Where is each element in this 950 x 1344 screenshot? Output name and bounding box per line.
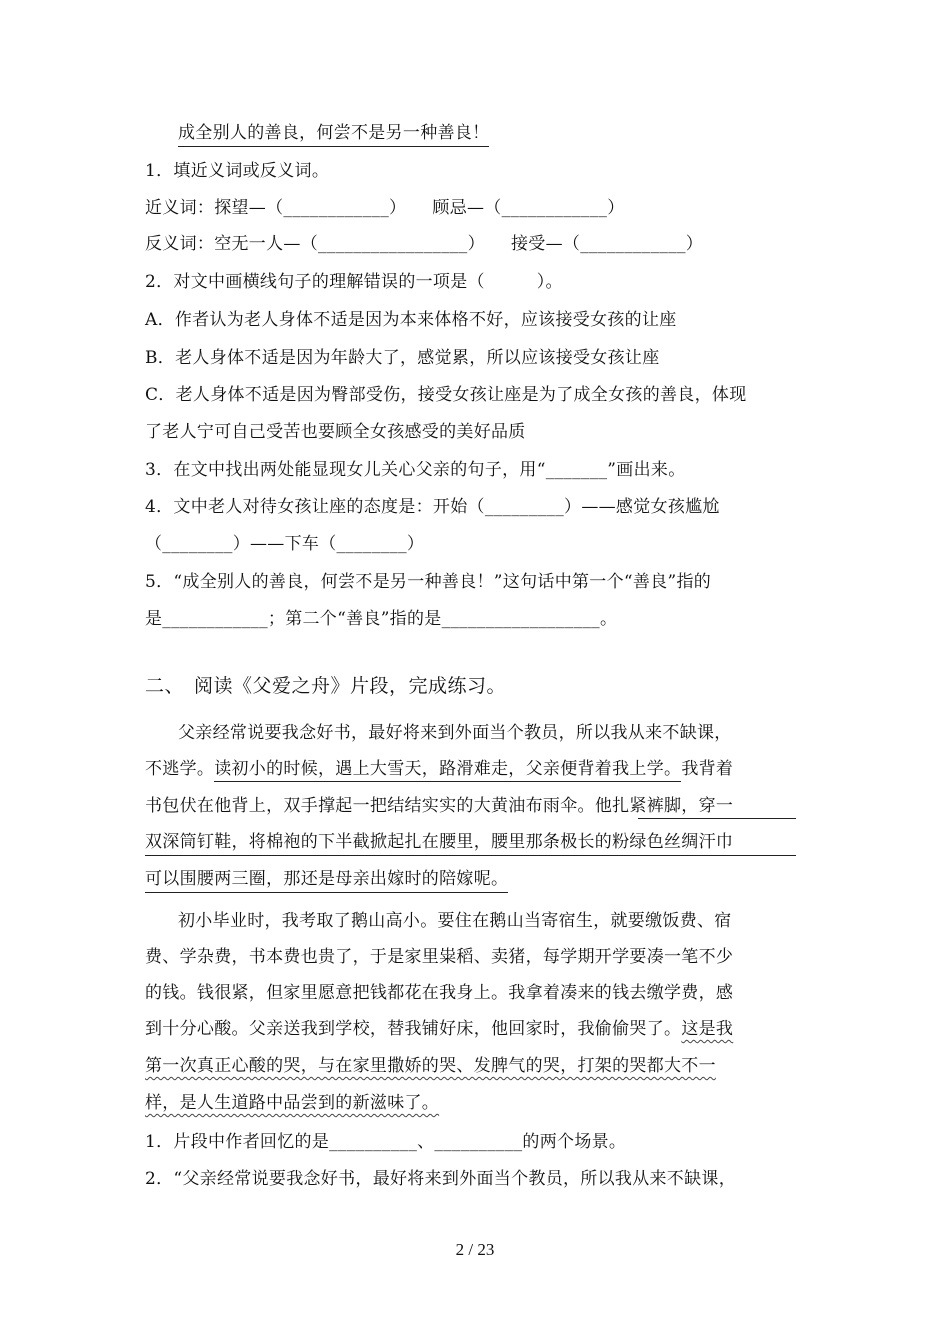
underlined-sentence: 读初小的时候，遇上大雪天，路滑难走，父亲便背着我上学。 [214, 759, 681, 782]
q1-title: 1．填近义词或反义词。 [145, 161, 330, 181]
underlined-sentence: 他扎紧裤脚，穿一 [594, 796, 734, 816]
passage-text: 不逃学。 [145, 759, 215, 779]
passage-p2-line1: 初小毕业时，我考取了鹅山高小。要住在鹅山当寄宿生，就要缴饭费、宿 [178, 911, 732, 931]
q2-title: 2．对文中画横线句子的理解错误的一项是（ ）。 [145, 272, 563, 292]
passage-text: 书包伏在他背上，双手撑起一把结结实实的大黄油布雨伞。 [145, 796, 595, 816]
q2-option-b: B．老人身体不适是因为年龄大了，感觉累，所以应该接受女孩让座 [145, 348, 660, 368]
q5-line1: 5．“成全别人的善良，何尝不是另一种善良！”这句话中第一个“善良”指的 [145, 572, 712, 592]
passage-text: 到十分心酸。父亲送我到学校，替我铺好床，他回家时，我偷偷哭了。 [145, 1019, 682, 1039]
section-heading: 二、 阅读《父爱之舟》片段，完成练习。 [145, 675, 507, 697]
passage-p1-line3 [145, 795, 733, 817]
q1-antonyms: 反义词：空无一人—（_________________） 接受—（____________） [145, 234, 704, 254]
page-number: 2 / 23 [455, 1240, 495, 1259]
passage-p1-line5: 可以围腰两三圈，那还是母亲出嫁时的陪嫁呢。 [145, 868, 508, 893]
underline-rule [638, 818, 796, 819]
q4-line1: 4．文中老人对待女孩让座的态度是：开始（_________）——感觉女孩尴尬 [145, 497, 720, 517]
quote-line: 成全别人的善良，何尝不是另一种善良！ [178, 122, 489, 147]
q5-line2: 是____________；第二个“善良”指的是__________________。 [145, 609, 618, 629]
wavy-underlined-sentence: 这是我 [681, 1019, 734, 1039]
passage-text: 我背着 [681, 759, 734, 779]
q3: 3．在文中找出两处能显现女儿关心父亲的句子，用“_______”画出来。 [145, 460, 686, 480]
passage-p1-line2 [145, 758, 733, 780]
q1-synonyms: 近义词：探望—（____________） 顾忌—（____________） [145, 198, 625, 218]
passage-p2-line5: 第一次真正心酸的哭，与在家里撒娇的哭、发脾气的哭，打架的哭都大不一 [145, 1056, 716, 1076]
passage-p1-line4: 双深筒钉鞋，将棉袍的下半截掀起扎在腰里，腰里那条极长的粉绿色丝绸汗巾 [145, 832, 734, 852]
section2-q1: 1．片段中作者回忆的是__________、__________的两个场景。 [145, 1132, 627, 1152]
passage-p2-line3: 的钱。钱很紧，但家里愿意把钱都花在我身上。我拿着凑来的钱去缴学费，感 [145, 983, 734, 1003]
passage-p1-line1: 父亲经常说要我念好书，最好将来到外面当个教员，所以我从来不缺课， [178, 723, 732, 743]
q2-option-a: A．作者认为老人身体不适是因为本来体格不好，应该接受女孩的让座 [145, 310, 677, 330]
passage-p2-line2: 费、学杂费，书本费也贵了，于是家里粜稻、卖猪，每学期开学要凑一笔不少 [145, 947, 734, 967]
section2-q2: 2．“父亲经常说要我念好书，最好将来到外面当个教员，所以我从来不缺课， [145, 1169, 737, 1189]
q2-option-c-line1: C．老人身体不适是因为臀部受伤，接受女孩让座是为了成全女孩的善良，体现 [145, 385, 747, 405]
passage-p2-line6: 样，是人生道路中品尝到的新滋味了。 [145, 1093, 440, 1113]
q4-line2: （________）——下车（________） [145, 534, 425, 554]
passage-p2-line4 [145, 1018, 733, 1040]
q2-option-c-line2: 了老人宁可自己受苦也要顾全女孩感受的美好品质 [145, 422, 526, 442]
underline-rule [145, 855, 796, 856]
